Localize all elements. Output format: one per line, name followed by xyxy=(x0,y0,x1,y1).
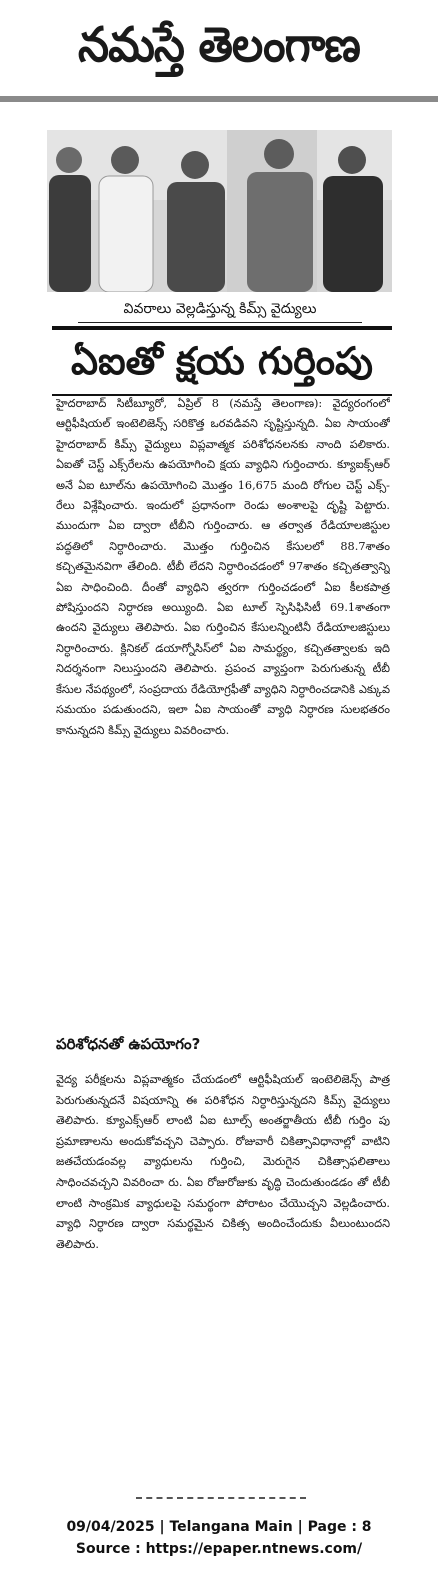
article-photo xyxy=(47,130,392,292)
clipping-footer xyxy=(0,1516,438,1566)
masthead-divider xyxy=(0,96,438,102)
article-subheading: పరిశోధనతో ఉపయోగం? xyxy=(56,1035,201,1053)
source-url: Source : https://epaper.ntnews.com/ xyxy=(75,1541,363,1557)
edition-date-page: 09/04/2025 | Telangana Main | Page : 8 xyxy=(66,1519,372,1535)
article-headline: ఏఐతో క్షయ గుర్తింపు xyxy=(52,326,392,396)
masthead xyxy=(0,0,438,92)
clipping-cut-line xyxy=(136,1497,306,1507)
newspaper-logo: నమస్తే తెలంగాణ xyxy=(78,17,360,73)
article-body-paragraph: హైదరాబాద్ సిటీబ్యూరో, ఏప్రిల్ 8 (నమస్తే తెలంగాణ): వైద్యరంగంలో ఆర్టిఫీషియల్ ఇంటెలిజెన్స్ సరికొత్త ఒరవడివని సృష్టిస్తున్నది. ఏఐ సాయంతో హైదరాబాద్ కిమ్స్ వైద్యులు విప్లవాత్మక పరిశోధనలనకు నాంది పలికారు. ఏఐతో చెస్ట్ ఎక్స్‌రేలను ఉపయోగించి క్షయ వ్యాధిని గుర్తించారు. క్యూఐక్స్‌ఆర్ అనే ఏఐ టూల్‌ను ఉపయోగించి మొత్తం 16,675 మంది రోగుల చెస్ట్ ఎక్స్-రేలు విశ్లేషించారు. ఇందులో ప్రధానంగా రెండు అంశాలపై దృష్టి పెట్టారు. ముందుగా ఏఐ ద్వారా టీబీని గుర్తించారు. ఆ తర్వాత రేడియాలజిస్టుల పద్ధతిలో నిర్ధారించారు. మొత్తం గుర్తించిన కేసులలో 88.7శాతం కచ్చితమైనవిగా తేలింది. టీబీ లేదని నిర్ధారించడంలో 97శాతం కచ్చితత్వాన్ని ఏఐ సాధించింది. దీంతో వ్యాధిని త్వరగా గుర్తించడంలో ఏఐ కీలకపాత్ర పోషిస్తుందని నిర్ధారణ అయ్యింది. ఏఐ టూల్ స్పెసిఫిసిటీ 69.1శాతంగా ఉందని వైద్యులు తెలిపారు. ఏఐ గుర్తించిన కేసులన్నింటినీ రేడియాలజిస్టులు నిర్ధారించారు. క్లినికల్ డయాగ్నోసిస్‌లో ఏఐ సామర్థ్యం, కచ్చితత్వాలకు ఇది నిదర్శనంగా నిలుస్తుందని తెలిపారు. ప్రపంచ వ్యాప్తంగా పెరుగుతున్న టీబీ కేసుల నేపథ్యంలో, సంప్రదాయ రేడియోగ్రఫీతో వ్యాధిని నిర్ధారించడానికి ఎక్కువ సమయం పడుతుందని, ఇలా ఏఐ సాయంతో వ్యాధి నిర్ధారణ సులభతరం కానున్నదని కిమ్స్ వైద్యులు వివరించారు. xyxy=(56,397,390,737)
article-body-paragraph-2: వైద్య పరీక్షలను విప్లవాత్మకం చేయడంలో ఆర్టిఫీషియల్ ఇంటెలిజెన్స్ పాత్ర పెరుగుతున్నదనే విషయాన్ని ఈ పరిశోధన నిర్ధారిస్తున్నదని కిమ్స్ వైద్యులు తెలిపారు. క్యూఎక్స్‌ఆర్ లాంటి ఏఐ టూల్స్ అంతర్జాతీయ టీబీ గుర్తిం పు ప్రమాణాలను అందుకోవచ్చని చెప్పారు. రోజువారీ చికిత్సావిధానాల్లో వాటిని జతచేయడంవల్ల వ్యాధులను గుర్తించి, మెరుగైన చికిత్సాఫలితాలు సాధించవచ్చని వివరించా రు. ఏఐ రోజురోజుకు వృద్ధి చెందుతుండడం తో టీబీ లాంటి సాంక్రమిక వ్యాధులపై సమర్థంగా పోరాటం చేయొచ్చని వెల్లడించారు. వ్యాధి నిర్ధారణ ద్వారా సమర్థమైన చికిత్స అందించేందుకు వీలుంటుందని తెలిపారు. xyxy=(56,1073,390,1251)
doctors-group-photo xyxy=(47,130,392,292)
photo-caption: వివరాలు వెల్లడిస్తున్న కిమ్స్ వైద్యులు xyxy=(78,296,362,323)
